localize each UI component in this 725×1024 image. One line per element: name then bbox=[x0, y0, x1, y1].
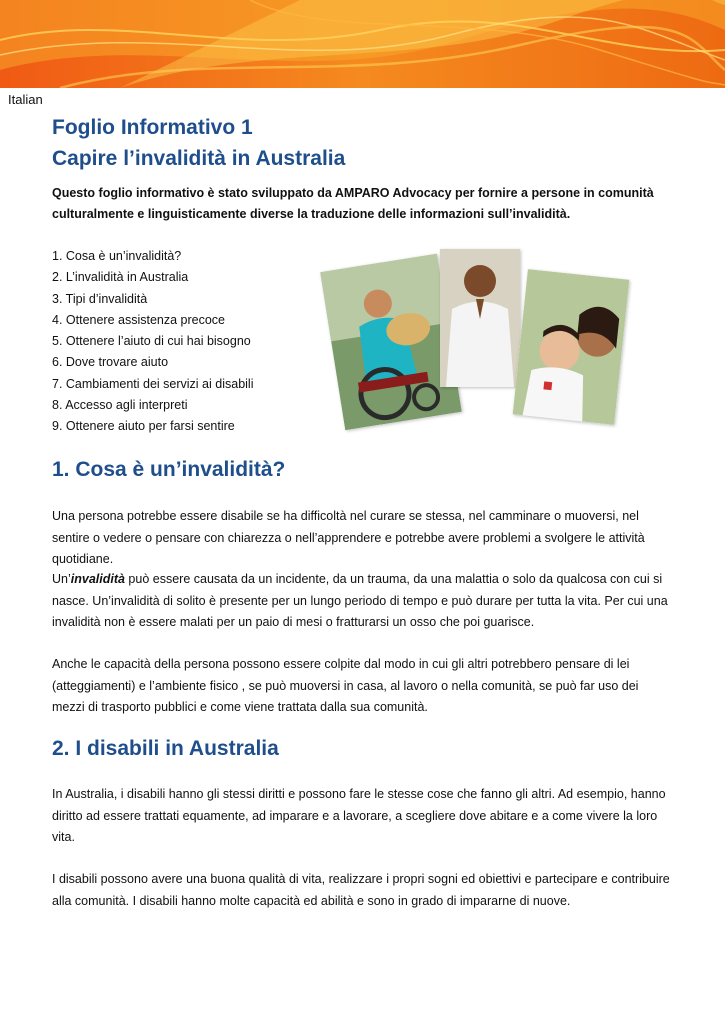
photo-smiling-man bbox=[440, 249, 520, 387]
intro-paragraph: Questo foglio informativo è stato sviluppato da AMPARO Advocacy per fornire a persone in comunità culturalmente e linguisticamente diverse la traduzione delle informazioni sull’invalidità. bbox=[52, 186, 654, 221]
page-title bbox=[52, 112, 345, 174]
section2-paragraph-2: I disabili possono avere una buona qualità di vita, realizzare i propri sogni ed obiettivi e partecipare e contribuire alla comunità. I disabili hanno molte capacità ed abilità e sono in grado di impararne di nuove. bbox=[52, 872, 670, 908]
toc-item: 4. Ottenere assistenza precoce bbox=[52, 312, 226, 327]
toc-item: 3. Tipi d’invalidità bbox=[52, 291, 148, 306]
p2-prefix: Un’ bbox=[52, 572, 71, 586]
p2-rest: può essere causata da un incidente, da un trauma, da una malattia o solo da qualcosa con cui si nasce. Un’invalidità di solito è presente per un lungo periodo di tempo e può durare per tutta la vita. Per cui una invalidità non è essere malati per un paio di mesi o fratturarsi un osso che poi guarisce. bbox=[52, 572, 668, 629]
toc-item: 9. Ottenere aiuto per farsi sentire bbox=[52, 419, 235, 434]
emphasis-invalidita: invalidità bbox=[70, 572, 125, 586]
toc-item: 2. L’invalidità in Australia bbox=[52, 270, 189, 285]
title-line-1: Foglio Informativo 1 bbox=[52, 116, 253, 139]
section1-paragraph-1: Una persona potrebbe essere disabile se ha difficoltà nel curare se stessa, nel camminare o muoversi, nel sentire o vedere o pensare con chiarezza o nell’apprendere e potrebbe avere problemi a svolgere le attività quotidiane. bbox=[52, 509, 645, 566]
header-banner bbox=[0, 0, 725, 88]
toc-item: 6. Dove trovare aiuto bbox=[52, 355, 169, 370]
section1-paragraph-2 bbox=[52, 569, 672, 634]
title-line-2: Capire l’invalidità in Australia bbox=[52, 147, 346, 170]
section-heading-1: 1. Cosa è un’invalidità? bbox=[52, 458, 286, 481]
section2-paragraph-1: In Australia, i disabili hanno gli stessi diritti e possono fare le stesse cose che fanno gli altri. Ad esempio, hanno diritto ad essere trattati equamente, ad imparare e a lavorare, a scegliere dove abitare e a come vivere la loro vita. bbox=[52, 787, 666, 844]
table-of-contents bbox=[52, 246, 253, 438]
wave-banner-graphic bbox=[0, 0, 725, 88]
language-label: Italian bbox=[8, 92, 43, 107]
toc-item: 7. Cambiamenti dei servizi ai disabili bbox=[52, 376, 254, 391]
toc-item: 5. Ottenere l’aiuto di cui hai bisogno bbox=[52, 334, 251, 349]
section1-paragraph-3: Anche le capacità della persona possono essere colpite dal modo in cui gli altri potrebbero pensare di lei (atteggiamenti) e l’ambiente fisico , se può muoversi in casa, al lavoro o nella comunità, se può far uso dei mezzi di trasporto pubblici e come viene trattata dalla sua comunità. bbox=[52, 657, 639, 714]
toc-item: 8. Accesso agli interpreti bbox=[52, 398, 188, 413]
toc-item: 1. Cosa è un’invalidità? bbox=[52, 249, 182, 263]
photo-mother-and-child bbox=[513, 269, 630, 425]
section-heading-2: 2. I disabili in Australia bbox=[52, 737, 279, 760]
